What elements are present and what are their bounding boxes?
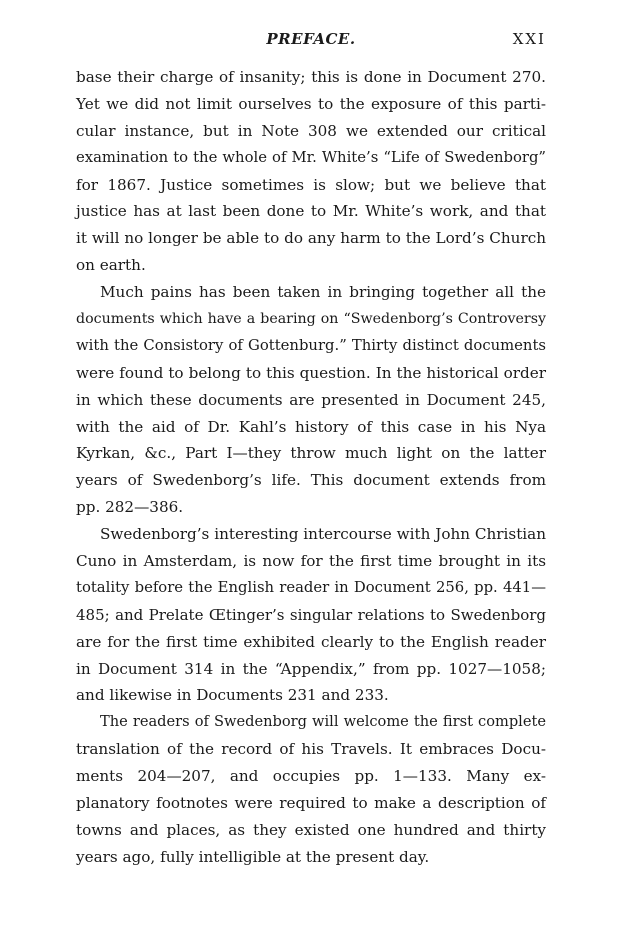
text-line: examination to the whole of Mr. White’s “Life of Swedenborg” bbox=[76, 148, 546, 166]
text-line: it will no longer be able to do any harm to the Lord’s Church bbox=[76, 229, 546, 248]
text-line: translation of the record of his Travels. It embraces Docu- bbox=[76, 740, 546, 759]
text-line: Much pains has been taken in bringing together all the bbox=[100, 283, 546, 302]
text-line: 485; and Prelate Œtinger’s singular relations to Swedenborg bbox=[76, 605, 546, 624]
text-line: Kyrkan, &c., Part I—they throw much light on the latter bbox=[76, 444, 546, 463]
text-line: in which these documents are presented in Document 245, bbox=[76, 390, 546, 409]
text-line: in Document 314 in the “Appendix,” from pp. 1027—1058; bbox=[76, 659, 546, 678]
body-text bbox=[76, 64, 546, 871]
text-line: planatory footnotes were required to make a description of bbox=[76, 794, 546, 813]
text-line: documents which have a bearing on “Swedenborg’s Controversy bbox=[76, 311, 546, 328]
text-line: justice has at last been done to Mr. White’s work, and that bbox=[76, 202, 546, 221]
text-line: were found to belong to this question. In the historical order bbox=[76, 363, 546, 382]
text-line: years ago, fully intelligible at the present day. bbox=[76, 847, 430, 866]
text-line: base their charge of insanity; this is done in Document 270. bbox=[76, 68, 546, 86]
text-line: The readers of Swedenborg will welcome the first complete bbox=[100, 713, 546, 731]
text-line: for 1867. Justice sometimes is slow; but we believe that bbox=[76, 175, 546, 194]
text-line: are for the first time exhibited clearly to the English reader bbox=[76, 632, 546, 651]
text-line: cular instance, but in Note 308 we extended our critical bbox=[76, 121, 546, 140]
text-line: and likewise in Documents 231 and 233. bbox=[76, 686, 389, 705]
running-title: PREFACE. bbox=[266, 30, 356, 48]
text-line: Swedenborg’s interesting intercourse with John Christian bbox=[100, 525, 546, 544]
text-line: pp. 282—386. bbox=[76, 498, 184, 517]
text-line: ments 204—207, and occupies pp. 1—133. Many ex- bbox=[76, 767, 546, 786]
page-header bbox=[76, 30, 546, 52]
text-line: with the aid of Dr. Kahl’s history of this case in his Nya bbox=[76, 417, 546, 436]
text-line: Yet we did not limit ourselves to the exposure of this parti- bbox=[76, 94, 546, 113]
text-line: Cuno in Amsterdam, is now for the first time brought in its bbox=[76, 552, 546, 571]
text-line: years of Swedenborg’s life. This document extends from bbox=[76, 471, 546, 490]
text-line: with the Consistory of Gottenburg.” Thirty distinct documents bbox=[76, 336, 546, 354]
text-line: on earth. bbox=[76, 256, 146, 275]
page-number: XXI bbox=[512, 30, 546, 48]
text-line: towns and places, as they existed one hundred and thirty bbox=[76, 820, 546, 839]
text-line: totality before the English reader in Document 256, pp. 441— bbox=[76, 578, 546, 596]
